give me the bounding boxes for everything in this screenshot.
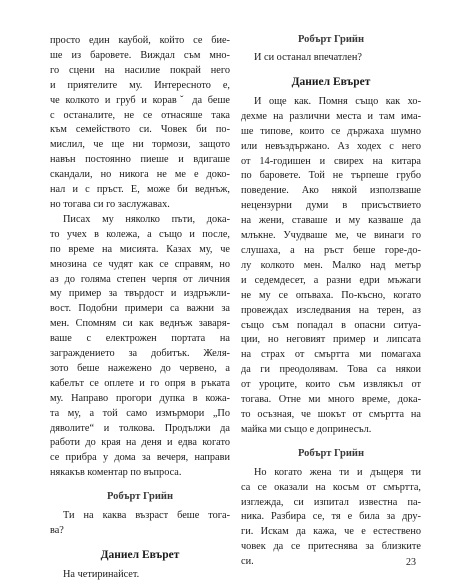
text-line: или невъздържано. Аз ходех с него	[241, 140, 421, 152]
text-line: провеждах изследвания на терен, аз	[241, 304, 421, 316]
question-age	[50, 509, 230, 539]
text-line: И си останал впечатлен?	[254, 52, 362, 63]
text-line: Писах му няколко пъти, дока-	[63, 213, 230, 225]
text-line: На четиринайсет.	[63, 569, 140, 580]
text-line: ше типове, които се държаха шумно	[241, 125, 421, 137]
text-line: на страх от смъртта ми помагаха	[241, 349, 421, 361]
question-panic	[241, 466, 421, 570]
text-line: ника. Разбира се, тя е била за дру-	[241, 511, 421, 523]
text-line: му пример за твърдост и издръжли-	[50, 288, 230, 300]
text-line: то учех в колежа, а също и после,	[50, 228, 230, 240]
text-line: по време на мисията. Казах му, че	[50, 243, 230, 255]
text-line: но тогава си го заслужавах.	[50, 198, 170, 210]
speaker-robert-greene: Робърт Грийн	[297, 34, 364, 45]
text-line: тогава. Отне ми много време, дока-	[241, 394, 421, 406]
text-line: изглежда, си изпитал известна па-	[241, 496, 421, 508]
right-column	[241, 34, 421, 570]
text-line: зото беше нажежено до червено, а	[50, 362, 230, 374]
answer-age	[50, 568, 230, 583]
text-line: кабелът се оплете и го опря в ръката	[50, 377, 230, 389]
text-line: и приятелите му. Интересното е,	[50, 79, 230, 91]
text-line: към семейството си. Човек би по-	[50, 124, 230, 136]
text-line: се прибра у дома за вечеря, направи	[50, 452, 230, 464]
text-line: поведение. Ако някой използваше	[241, 185, 421, 197]
text-line: ции, но неговият пример и липсата	[241, 334, 421, 346]
text-line: нал и с пръст. Е, може би веднъж,	[50, 184, 230, 196]
text-line: лу колкото мен. Малко над метър	[241, 259, 421, 271]
text-line: по бароветe. Той не търпеше грубо	[241, 170, 421, 182]
answer-impressed	[241, 95, 421, 438]
text-line: човек да се притеснява за близките	[241, 541, 421, 553]
text-line: на жени, ставаше и му казваше да	[241, 215, 421, 227]
text-line: му. Направо прогори дупка в кожа-	[50, 392, 230, 404]
text-line: ва?	[50, 525, 64, 537]
page-number: 23	[406, 557, 416, 568]
text-line: с останалите, не се отнасяше така	[50, 109, 230, 121]
text-line: са се оказали на косъм от смъртта,	[241, 481, 421, 493]
text-line: си.	[241, 556, 254, 568]
text-line: мен. Спомням си как веднъж заваря-	[50, 318, 230, 330]
text-line: нецензурни думи в присъствието	[241, 200, 421, 212]
text-line: ваше с електрожен портата на	[50, 333, 230, 345]
speaker-robert-greene: Робърт Грийн	[297, 447, 364, 459]
text-line: скандали, но никога не ме е доко-	[50, 169, 230, 181]
text-line: навън постоянно пиеше и вдигаше	[50, 154, 230, 166]
text-line: Но когато жена ти и дъщеря ти	[254, 466, 421, 478]
text-line: мнозина се чудят как се справям, но	[50, 258, 230, 270]
text-line: ше из бароветe. Виждал съм мно-	[50, 49, 230, 61]
text-line: ги. Искам да кажа, че е естествено	[241, 526, 421, 538]
text-line: не му се опъваха. По-късно, когато	[241, 289, 421, 301]
text-line: също съм попадал в опасни ситуа-	[241, 319, 421, 331]
text-line: аз до голяма степен черпя от личния	[50, 273, 230, 285]
text-line: работи до края на деня и едва когато	[50, 437, 230, 449]
text-line: че колкото и груб и коравˇ да беше	[50, 94, 230, 106]
text-line: дяволите“ и толкова. Продължи да	[50, 422, 230, 434]
text-line: слушаха, а на ръст беше горе-до-	[241, 244, 421, 256]
text-line: заграждението за добитък. Желя-	[50, 348, 230, 360]
speaker-robert-greene: Робърт Грийн	[106, 491, 173, 503]
text-line: някакъв коментар по въпроса.	[50, 467, 182, 479]
paragraph-letters	[50, 213, 230, 481]
text-line: Ти на каква възраст беше тога-	[63, 510, 230, 522]
text-line: от 14-годишен и свирех на китара	[241, 155, 421, 167]
text-line: мислил, че ще ни тормози, защото	[50, 139, 230, 151]
paragraph-cowboy	[50, 34, 230, 213]
text-line: то осъзная, че шокът от смъртта на	[241, 408, 421, 420]
text-line: та му, а той само измърмори „По	[50, 407, 230, 419]
text-line: дехме на различни места и там има-	[241, 110, 421, 122]
text-line: го сцени на насилие покрай него	[50, 64, 230, 76]
text-line: вост. Подобни примери са важни за	[50, 303, 230, 315]
text-line: да ги преодолявам. Това са някои	[241, 364, 421, 376]
text-line: просто един каубой, който се бие-	[50, 35, 230, 46]
speaker-daniel-everett: Даниел Евърет	[100, 549, 180, 561]
speaker-daniel-everett: Даниел Евърет	[291, 75, 371, 88]
question-impressed	[241, 51, 421, 66]
text-line: млъкне. Учудваше ме, че винаги го	[241, 230, 421, 242]
text-line: И още как. Помня също как хо-	[254, 95, 421, 107]
text-line: и седемдесет, а разни едри мъжаги	[241, 274, 421, 286]
text-line: майка ми също е допринесъл.	[241, 423, 372, 435]
left-column	[50, 34, 230, 583]
text-line: от уроците, които съм извлякъл от	[241, 379, 421, 391]
